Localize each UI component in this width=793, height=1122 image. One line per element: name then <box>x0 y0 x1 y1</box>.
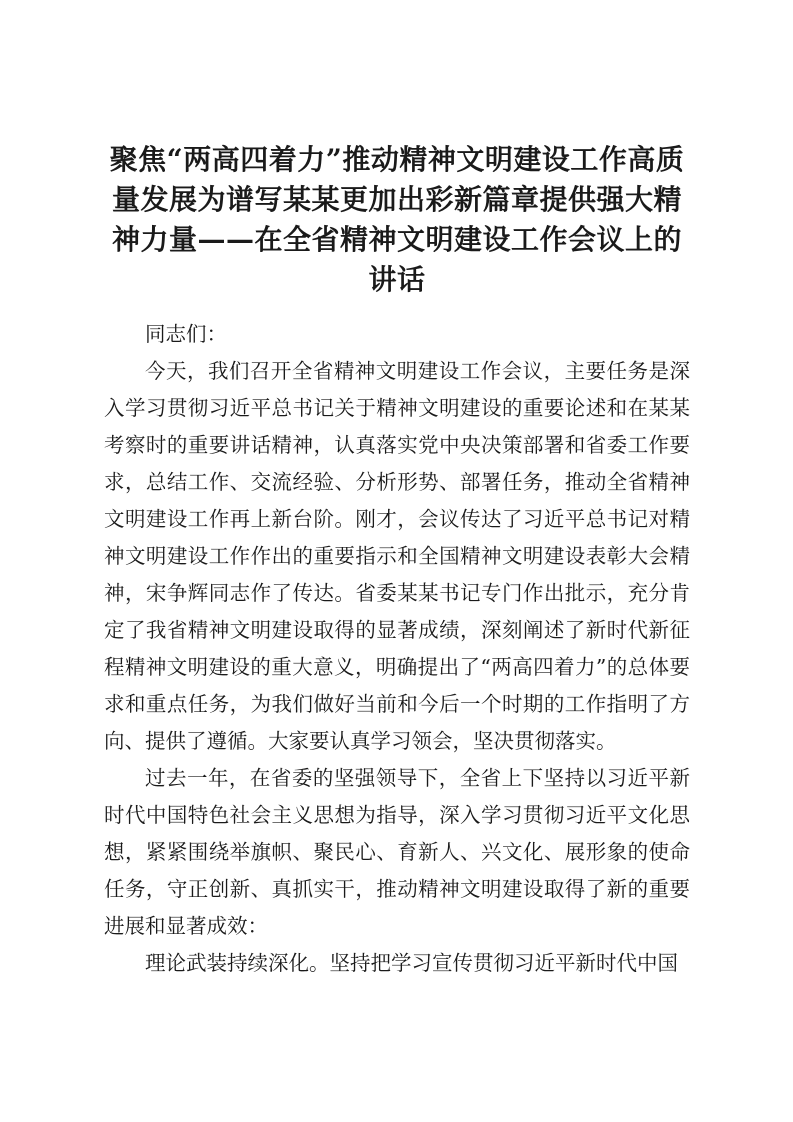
document-title: 聚焦“两高四着力”推动精神文明建设工作高质量发展为谱写某某更加出彩新篇章提供强大精神力量——在全省精神文明建设工作会议上的讲话 <box>109 143 685 296</box>
document-body <box>104 316 690 982</box>
paragraph: 理论武装持续深化。坚持把学习宣传贯彻习近平新时代中国 <box>145 951 678 975</box>
salutation: 同志们： <box>145 322 227 346</box>
paragraph: 今天，我们召开全省精神文明建设工作会议，主要任务是深入学习贯彻习近平总书记关于精神文明建设的重要论述和在某某考察时的重要讲话精神，认真落实党中央决策部署和省委工作要求，总结工作、交流经验、分析形势、部署任务，推动全省精神文明建设工作再上新台阶。刚才，会议传达了习近平总书记对精神文明建设工作作出的重要指示和全国精神文明建设表彰大会精神，宋争辉同志作了传达。省委某某书记专门作出批示，充分肯定了我省精神文明建设取得的显著成绩，深刻阐述了新时代新征程精神文明建设的重大意义，明确提出了“两高四着力”的总体要求和重点任务，为我们做好当前和今后一个时期的工作指明了方向、提供了遵循。大家要认真学习领会，坚决贯彻落实。 <box>104 359 690 753</box>
paragraph: 过去一年，在省委的坚强领导下，全省上下坚持以习近平新时代中国特色社会主义思想为指导，深入学习贯彻习近平文化思想，紧紧围绕举旗帜、聚民心、育新人、兴文化、展形象的使命任务，守正创新、真抓实干，推动精神文明建设取得了新的重要进展和显著成效： <box>104 766 690 938</box>
